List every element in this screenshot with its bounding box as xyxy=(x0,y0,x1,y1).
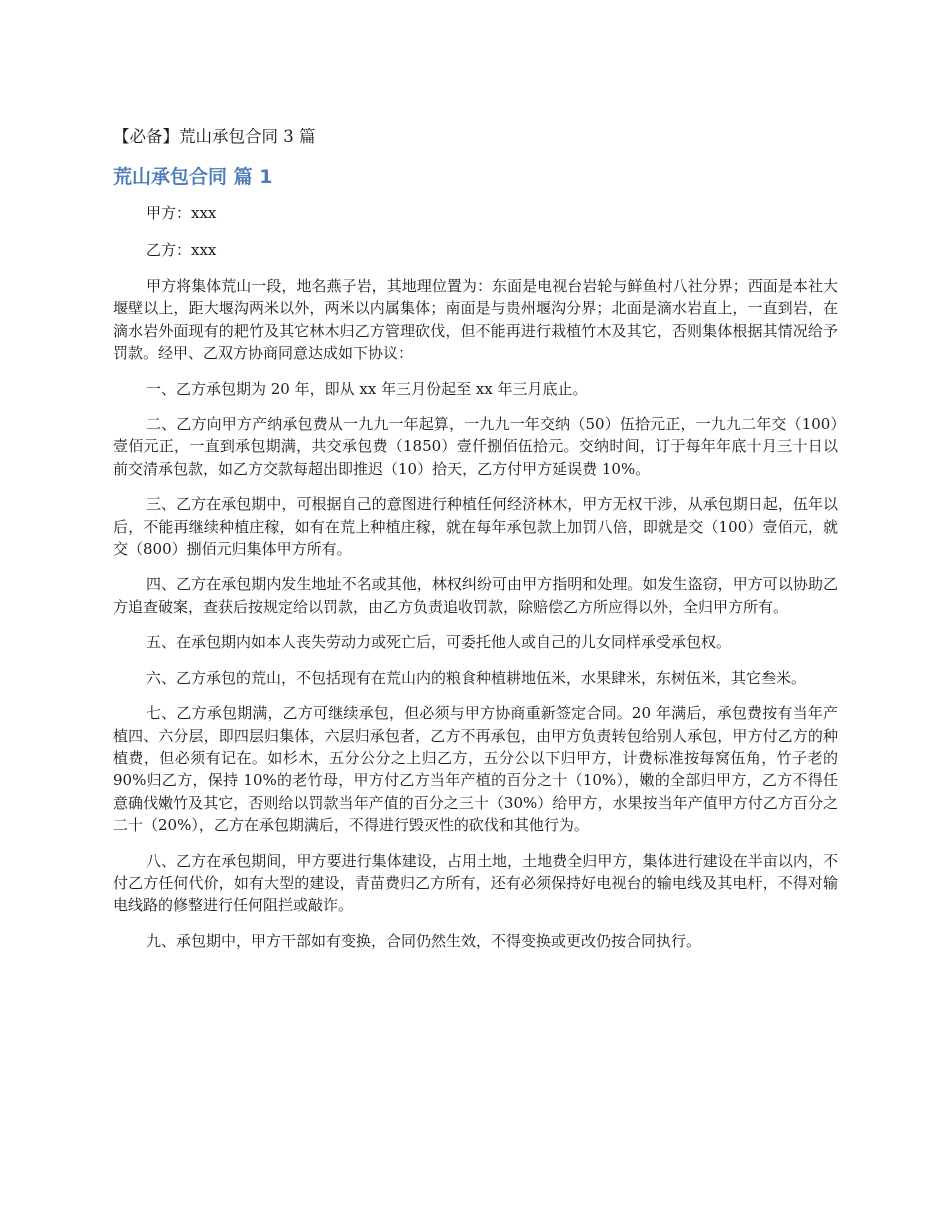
document-title: 【必备】荒山承包合同 3 篇 xyxy=(113,127,316,146)
clause-5: 五、在承包期内如本人丧失劳动力或死亡后，可委托他人或自己的儿女同样承受承包权。 xyxy=(146,633,732,652)
clause-4: 四、乙方在承包期内发生地址不名或其他，林权纠纷可由甲方指明和处理。如发生盗窃，甲方可以协助乙方追查破案，查获后按规定给以罚款，由乙方负责追收罚款，除赔偿乙方所应得以外，全归甲方所有。 xyxy=(113,575,838,616)
intro-paragraph: 甲方将集体荒山一段，地名燕子岩，其地理位置为：东面是电视台岩轮与鲜鱼村八社分界；西面是本社大堰壁以上，距大堰沟两米以外，两米以内属集体；南面是与贵州堰沟分界；北面是滴水岩直上，一直到岩，在滴水岩外面现有的耙竹及其它林木归乙方管理砍伐，但不能再进行栽植竹木及其它，否则集体根据其情况给予罚款。经甲、乙双方协商同意达成如下协议： xyxy=(113,277,838,363)
party-a-line: 甲方：xxx xyxy=(146,204,217,222)
section-heading: 荒山承包合同 篇 1 xyxy=(113,166,273,188)
clause-1: 一、乙方承包期为 20 年，即从 xx 年三月份起至 xx 年三月底止。 xyxy=(146,379,588,398)
clause-6: 六、乙方承包的荒山，不包括现有在荒山内的粮食种植耕地伍米，水果肆米，东树伍米，其它叁米。 xyxy=(146,668,807,687)
clause-8: 八、乙方在承包期间，甲方要进行集体建设，占用土地，土地费全归甲方，集体进行建设在半亩以内，不付乙方任何代价，如有大型的建设，青苗费归乙方所有，还有必须保持好电视台的输电线及其电杆，不得对输电线路的修整进行任何阻拦或敲诈。 xyxy=(113,851,838,915)
document-page xyxy=(113,122,838,965)
clause-3: 三、乙方在承包期中，可根据自己的意图进行种植任何经济林木，甲方无权干涉，从承包期日起，伍年以后，不能再继续种植庄稼，如有在荒上种植庄稼，就在每年承包款上加罚八倍，即就是交（100）壹佰元，就交（800）捌佰元归集体甲方所有。 xyxy=(113,495,838,559)
clause-7: 七、乙方承包期满，乙方可继续承包，但必须与甲方协商重新签定合同。20 年满后，承包费按有当年产植四、六分层，即四层归集体，六层归承包者，乙方不再承包，由甲方负责转包给别人承包，甲方付乙方的种植费，但必须有记在。如杉木，五分公分之上归乙方，五分公以下归甲方，计费标准按每窝伍角，竹子老的 90%归乙方，保持 10%的老竹母，甲方付乙方当年产植的百分之十（10%），嫩的全部归甲方，乙方不得任意确伐嫩竹及其它，否则给以罚款当年产值的百分之三十（30%）给甲方，水果按当年产值甲方付乙方百分之二十（20%），乙方在承包期满后，不得进行毁灭性的砍伐和其他行为。 xyxy=(113,704,838,835)
clause-2: 二、乙方向甲方产纳承包费从一九九一年起算，一九九一年交纳（50）伍拾元正，一九九二年交（100）壹佰元正，一直到承包期满，共交承包费（1850）壹仟捌佰伍拾元。交纳时间，订于每年年底十月三十日以前交清承包款，如乙方交款每超出即推迟（10）拾天，乙方付甲方延误费 10%。 xyxy=(113,415,838,478)
party-b-line: 乙方：xxx xyxy=(146,241,217,259)
clause-9: 九、承包期中，甲方干部如有变换，合同仍然生效，不得变换或更改仍按合同执行。 xyxy=(146,931,702,950)
